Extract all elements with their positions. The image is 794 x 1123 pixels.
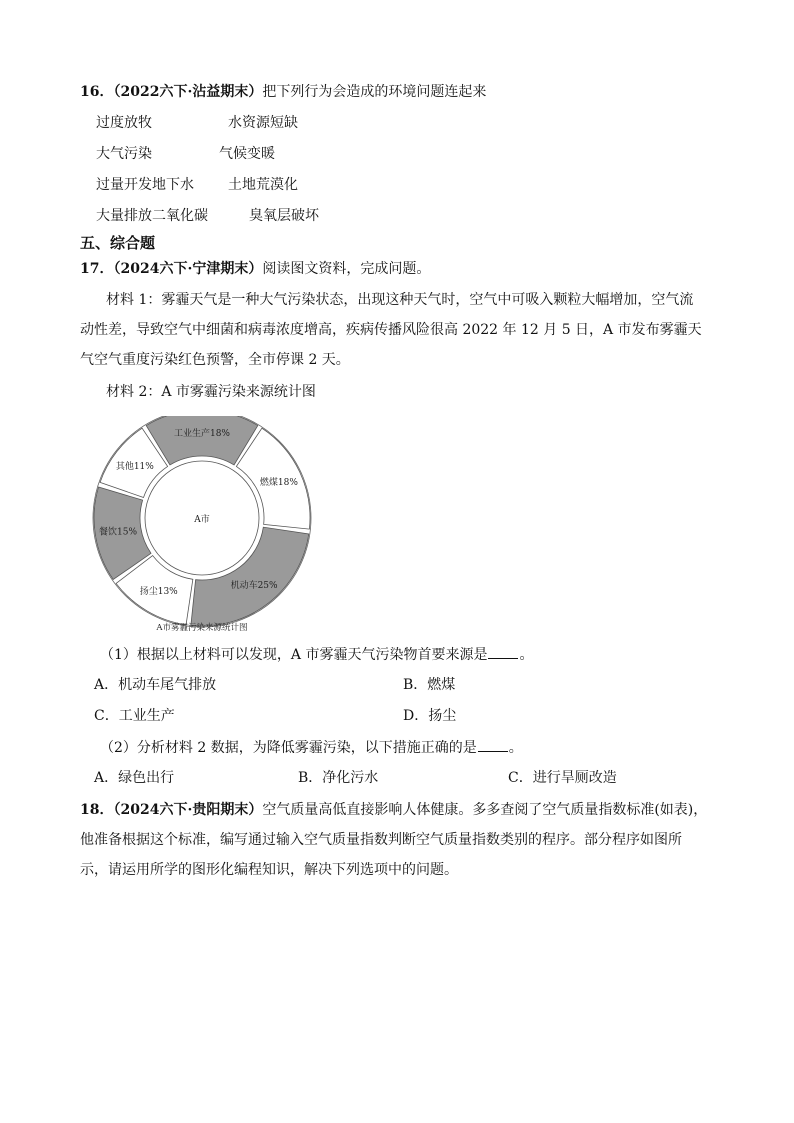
q17-material1-line2: 动性差，导致空气中细菌和病毒浓度增高，疾病传播风险很高 2022 年 12 月 5 日，A 市发布雾霾天 bbox=[80, 322, 702, 338]
q17-sub1-option-c[interactable]: C．工业生产 bbox=[94, 708, 175, 724]
q16-left-3[interactable]: 过量开发地下水 bbox=[96, 177, 194, 193]
q17-sub1-option-d[interactable]: D．扬尘 bbox=[403, 708, 457, 724]
q16-number: 16． bbox=[80, 84, 114, 100]
q17-prompt: 阅读图文资料，完成问题。 bbox=[262, 261, 431, 277]
q16-left-4[interactable]: 大量排放二氧化碳 bbox=[96, 208, 208, 224]
q17-material1-line1: 材料 1：雾霾天气是一种大气污染状态，出现这种天气时，空气中可吸入颗粒大幅增加，空气流 bbox=[106, 292, 694, 308]
q17-number: 17． bbox=[80, 261, 114, 277]
q16-stem bbox=[80, 82, 486, 102]
q18-line3: 示，请运用所学的图形化编程知识，解决下列选项中的问题。 bbox=[80, 862, 458, 878]
q16-left-2[interactable]: 大气污染 bbox=[96, 146, 152, 162]
q17-sub1-answer-blank[interactable] bbox=[488, 644, 518, 659]
q17-sub2-answer-blank[interactable] bbox=[478, 737, 508, 752]
q18-line1 bbox=[80, 800, 707, 820]
q17-sub2-end: 。 bbox=[508, 740, 523, 756]
q18-number: 18． bbox=[80, 802, 114, 818]
q17-sub2-option-c[interactable]: C．进行旱厕改造 bbox=[508, 770, 617, 786]
q16-right-4[interactable]: 臭氧层破坏 bbox=[249, 208, 319, 224]
q17-sub1-stem bbox=[100, 644, 533, 665]
chart-slice-label-4: 餐饮15% bbox=[99, 527, 138, 538]
chart-slice-label-5: 其他11% bbox=[115, 461, 154, 472]
q16-prompt: 把下列行为会造成的环境问题连起来 bbox=[262, 84, 487, 100]
chart-slice-0 bbox=[146, 416, 258, 465]
q17-stem bbox=[80, 259, 430, 279]
q17-sub1-option-b[interactable]: B．燃煤 bbox=[403, 677, 456, 693]
chart-center-label: A市 bbox=[194, 515, 210, 525]
q17-material2-caption: 材料 2：A 市雾霾污染来源统计图 bbox=[106, 384, 316, 400]
q17-sub1-option-a[interactable]: A．机动车尾气排放 bbox=[94, 677, 217, 693]
q16-source: （2022六下·沾益期末） bbox=[113, 84, 263, 100]
q16-left-1[interactable]: 过度放牧 bbox=[96, 115, 152, 131]
q17-sub2-text: （2）分析材料 2 数据，为降低雾霾污染，以下措施正确的是 bbox=[100, 740, 477, 756]
chart-slice-label-3: 扬尘13% bbox=[139, 587, 178, 598]
q18-text-1: 空气质量高低直接影响人体健康。多多查阅了空气质量指数标准(如表)， bbox=[262, 802, 708, 818]
q17-sub2-option-a[interactable]: A．绿色出行 bbox=[94, 770, 175, 786]
q18-line2: 他准备根据这个标准，编写通过输入空气质量指数判断空气质量指数类别的程序。部分程序如图所 bbox=[80, 832, 682, 848]
q17-sub2-stem bbox=[100, 737, 523, 758]
q18-source: （2024六下·贵阳期末） bbox=[113, 802, 263, 818]
section-title: 五、综合题 bbox=[80, 234, 156, 252]
q17-material1-line3: 气空气重度污染红色预警，全市停课 2 天。 bbox=[80, 352, 350, 368]
pollution-source-donut-chart bbox=[86, 416, 318, 636]
q16-right-2[interactable]: 气候变暖 bbox=[219, 146, 275, 162]
chart-title: A市雾霾污染来源统计图 bbox=[156, 623, 248, 633]
q17-source: （2024六下·宁津期末） bbox=[113, 261, 263, 277]
q16-right-3[interactable]: 土地荒漠化 bbox=[228, 177, 298, 193]
q17-sub2-option-b[interactable]: B．净化污水 bbox=[298, 770, 379, 786]
chart-slice-label-1: 燃煤18% bbox=[259, 477, 298, 488]
chart-slice-label-2: 机动车25% bbox=[230, 581, 278, 592]
chart-slice-label-0: 工业生产18% bbox=[173, 429, 231, 439]
q16-right-1[interactable]: 水资源短缺 bbox=[228, 115, 298, 131]
q17-sub1-text: （1）根据以上材料可以发现，A 市雾霾天气污染物首要来源是 bbox=[100, 647, 488, 663]
q17-sub1-end: 。 bbox=[519, 647, 534, 663]
